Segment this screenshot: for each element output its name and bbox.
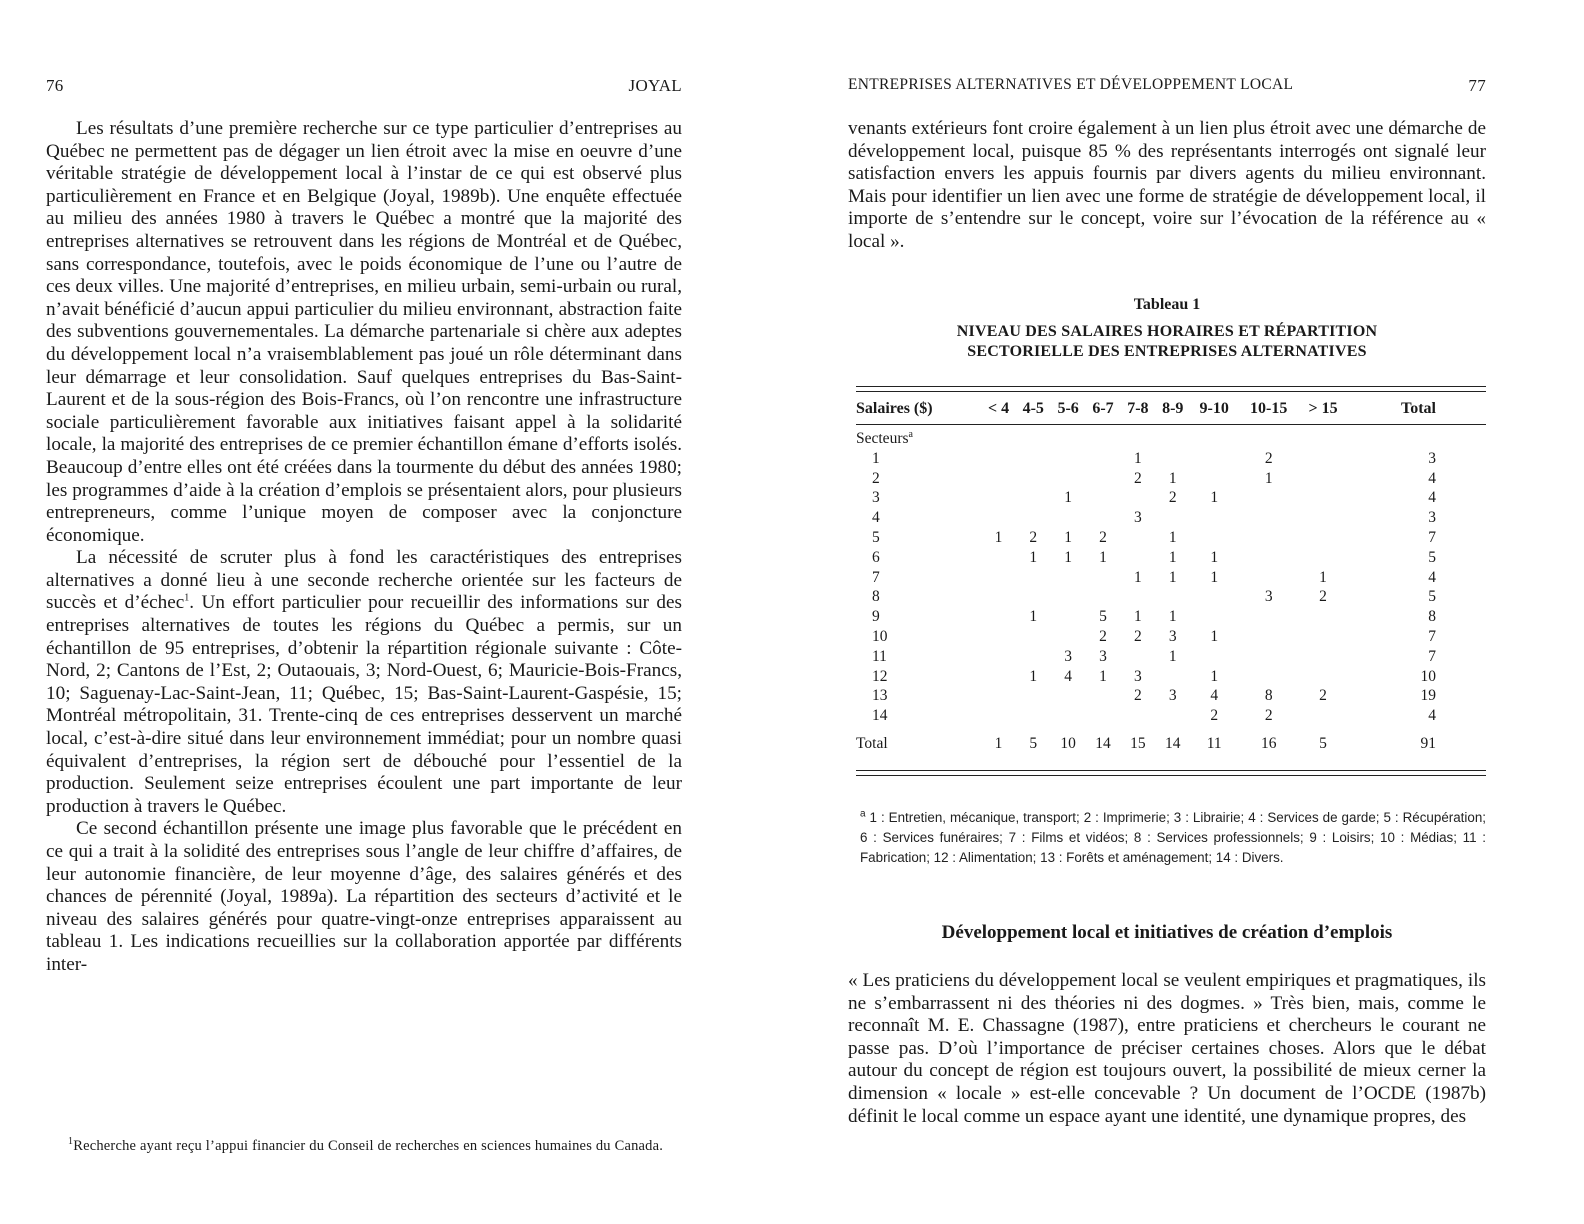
table-cell: 2	[1099, 528, 1107, 546]
row-total: 19	[1420, 687, 1436, 705]
table-cell	[1016, 488, 1051, 508]
table-cell: 1	[994, 528, 1003, 546]
table-cell	[1299, 647, 1347, 667]
table-row	[856, 488, 1486, 508]
table-title-line: SECTORIELLE DES ENTREPRISES ALTERNATIVES	[967, 343, 1367, 360]
table-cell	[981, 488, 1016, 508]
column-total: 5	[1029, 734, 1038, 752]
table-cell	[981, 647, 1016, 667]
row-total: 7	[1428, 528, 1436, 546]
table-cell	[1120, 488, 1155, 508]
table-cell	[1120, 706, 1155, 726]
total-row-label: Total	[856, 734, 888, 752]
table-cell: 2	[1134, 627, 1142, 645]
row-total: 4	[1428, 469, 1436, 487]
section-heading: Développement local et initiatives de création d’emplois	[941, 922, 1393, 943]
table-cell	[1051, 607, 1086, 627]
table-cell	[1155, 508, 1190, 528]
table-cell	[1190, 647, 1238, 667]
table-cell	[1086, 508, 1121, 528]
data-table	[856, 392, 1486, 762]
table-cell	[981, 469, 1016, 489]
column-total: 10	[1060, 734, 1076, 752]
column-total: 14	[1165, 734, 1181, 752]
table-cell: 1	[1029, 608, 1038, 626]
table-cell: 2	[1319, 687, 1327, 705]
column-total: 11	[1206, 734, 1222, 752]
sector-label: 10	[872, 627, 888, 645]
table-cell	[1155, 706, 1190, 726]
table-cell	[981, 686, 1016, 706]
paragraph: Ce second échantillon présente une image plus favorable que le précédent en ce qui a trait à la solidité des entreprises sous l’angle de leur chiffre d’affaires, de leur autonomie financière, de leur moyenne d’âge, des salaires générés et des chances de pérennité (Joyal, 1989a). La répartition des secteurs d’activité et le niveau des salaires générés pour quatre-vingt-onze entreprises apparaissent au tableau 1. Les indications recueillies sur la collaboration apportée par différents inter-	[46, 818, 682, 975]
table-label: Tableau 1	[1133, 296, 1201, 313]
column-total: 1	[994, 734, 1003, 752]
table-cell	[1016, 508, 1051, 528]
row-total: 4	[1428, 568, 1436, 586]
paragraph-text: La nécessité de scruter plus à fond les caractéristiques des entreprises alternatives a donné lieu à une seconde recherche orientée sur les facteurs de succès et d’échec	[46, 547, 682, 614]
table-cell	[1086, 568, 1121, 588]
table-cell	[981, 449, 1016, 469]
paragraph: venants extérieurs font croire également à un lien plus étroit avec une démarche de développement local, puisque 85 % des représentants interrogés ont signalé leur satisfaction envers les appuis fournis par divers agents du milieu environnant. Mais pour identifier un lien avec une forme de stratégie de développement local, il importe de s’entendre sur le concept, voire sur l’évocation de la référence au « local ».	[848, 118, 1486, 252]
table-cell	[1299, 508, 1347, 528]
table-cell	[981, 706, 1016, 726]
row-total: 10	[1420, 667, 1436, 685]
row-total: 5	[1428, 588, 1436, 606]
table-cell: 2	[1134, 469, 1142, 487]
table-cell	[1190, 607, 1238, 627]
page-number: 76	[46, 76, 64, 95]
table-cell: 2	[1029, 528, 1038, 546]
table-rule	[856, 770, 1486, 771]
table-row	[856, 706, 1486, 726]
table-cell	[1016, 449, 1051, 469]
table-cell	[981, 627, 1016, 647]
sector-label: 1	[872, 449, 880, 467]
table-cell: 2	[1264, 449, 1273, 467]
secteurs-text: Secteurs	[856, 430, 909, 447]
paragraph: Les résultats d’une première recherche sur ce type particulier d’entreprises au Québec ne permettent pas de dégager un lien étroit avec la mise en oeuvre d’une véritable stratégie de développement local à l’instar de ce qui est observé plus particulièrement en France et en Belgique (Joyal, 1989b). Une enquête effectuée au milieu des années 1980 à travers le Québec a montré que la majorité des entreprises alternatives se retrouvent dans les régions de Montréal et de Québec, sans correspondance, toutefois, avec le poids économique de l’une ou l’autre de ces deux villes. Une majorité d’entreprises, en milieu urbain, semi-urbain ou rural, n’avait bénéficié d’aucun appui particulier du milieu environnant, abstraction faite des subventions gouvernementales. La démarche partenariale si chère aux adeptes du développement local n’a vraisemblablement pas joué un rôle déterminant dans leur démarrage et leur consolidation. Sauf quelques entreprises du Bas-Saint-Laurent et de la sous-région des Bois-Francs, où l’on rencontre une infrastructure sociale particulièrement favorable aux initiatives faisant appel à la solidarité locale, la majorité des entreprises de ce premier échantillon émane d’efforts isolés. Beaucoup d’entre elles ont été créées dans la tourmente du début des années 1980; les programmes d’aide à la création d’emplois se présentaient alors, pour plusieurs entrepreneurs, comme l’unique moyen de composer avec la conjoncture économique.	[46, 118, 682, 546]
column-total: 16	[1260, 734, 1277, 752]
table-rule	[856, 775, 1486, 776]
table-cell	[1016, 627, 1051, 647]
table-cell: 1	[1210, 667, 1219, 685]
table-cell: 3	[1064, 647, 1073, 665]
table-cell	[1238, 508, 1299, 528]
table-row	[856, 449, 1486, 469]
table-cell: 1	[1210, 548, 1219, 566]
column-header-salaires: Salaires ($)	[856, 392, 981, 425]
row-total: 7	[1428, 647, 1436, 665]
table-note-mark: a	[860, 808, 866, 820]
table-cell: 1	[1168, 608, 1177, 626]
table-cell	[1299, 528, 1347, 548]
table-cell: 5	[1099, 608, 1107, 626]
grand-total: 91	[1420, 734, 1436, 752]
table-cell	[981, 587, 1016, 607]
table-cell: 1	[1029, 667, 1038, 685]
table-row	[856, 508, 1486, 528]
table-cell: 1	[1064, 548, 1073, 566]
table-cell	[1016, 587, 1051, 607]
sector-label: 4	[872, 509, 880, 527]
table-cell	[1120, 548, 1155, 568]
column-total: 15	[1130, 734, 1146, 752]
note-reference[interactable]: a	[908, 428, 913, 440]
table-cell	[981, 667, 1016, 687]
table-cell: 2	[1319, 588, 1327, 606]
column-header: 10-15	[1238, 392, 1299, 425]
table-row	[856, 568, 1486, 588]
table-cell: 4	[1210, 687, 1219, 705]
table-cell	[1155, 587, 1190, 607]
table-cell	[1086, 706, 1121, 726]
table-cell: 1	[1319, 568, 1327, 586]
right-body-text-top	[848, 118, 1486, 254]
table-cell: 1	[1134, 449, 1142, 467]
footnote-text: Recherche ayant reçu l’appui financier du Conseil de recherches en sciences humaines du Canada.	[73, 1138, 664, 1154]
table-cell: 2	[1168, 489, 1177, 507]
table-row	[856, 548, 1486, 568]
table-cell	[1299, 488, 1347, 508]
table-cell	[1190, 587, 1238, 607]
table-cell	[1238, 647, 1299, 667]
paragraph: « Les praticiens du développement local se veulent empiriques et pragmatiques, ils ne s’embarrassent ni des théories ni des dogmes. » Très bien, mais, comme le reconnaît M. E. Chassagne (1987), entre praticiens et chercheurs le courant ne passe pas. D’où l’importance de préciser certaines choses. Alors que le débat autour du concept de région est toujours ouvert, la possibilité de mieux cerner la dimension « locale » est-elle concevable ? Un document de l’OCDE (1987b) définit le local comme un espace ayant une identité, une dynamique propres, des	[848, 970, 1486, 1127]
table-cell	[1238, 607, 1299, 627]
table-cell	[981, 607, 1016, 627]
column-header: 9-10	[1190, 392, 1238, 425]
table-cell	[1051, 568, 1086, 588]
table-row	[856, 686, 1486, 706]
table-cell	[1155, 667, 1190, 687]
table-note-text: 1 : Entretien, mécanique, transport; 2 : Imprimerie; 3 : Librairie; 4 : Services de garde; 5 : Récupération; 6 : Services funéraires; 7 : Films et vidéos; 8 : Services professionnels; 9 : Loisirs; 10 : Médias; 11 : Fabrication; 12 : Alimentation; 13 : Forêts et aménagement; 14 : Divers.	[860, 810, 1486, 865]
table-row	[856, 667, 1486, 687]
column-header: 6-7	[1086, 392, 1121, 425]
sector-label: 11	[872, 647, 887, 665]
left-body-text	[46, 118, 682, 977]
table-total-row	[856, 726, 1486, 762]
table-cell	[1016, 706, 1051, 726]
table-row	[856, 587, 1486, 607]
salary-table	[856, 386, 1486, 776]
table-cell: 3	[1168, 687, 1177, 705]
row-total: 8	[1428, 608, 1436, 626]
column-header: 5-6	[1051, 392, 1086, 425]
table-cell: 3	[1099, 647, 1107, 665]
table-cell	[1299, 667, 1347, 687]
page-number: 77	[1468, 76, 1486, 95]
table-cell	[1120, 587, 1155, 607]
table-cell: 1	[1029, 548, 1038, 566]
table-cell: 3	[1264, 588, 1273, 606]
right-body-text-bottom	[848, 970, 1486, 1128]
paragraph-text: . Un effort particulier pour recueillir des informations sur des entreprises alternatives de toutes les régions du Québec a permis, sur un échantillon de 95 entreprises, d’obtenir la répartition régionale suivante : Côte-Nord, 2; Cantons de l’Est, 2; Outaouais, 3; Nord-Ouest, 6; Mauricie-Bois-Francs, 10; Saguenay-Lac-Saint-Jean, 11; Québec, 15; Bas-Saint-Laurent-Gaspésie, 15; Montréal métropolitain, 31. Trente-cinq de ces entreprises desservent un marché local, c’est-à-dire situé dans leur environnement immédiat; pour un nombre quasi équivalent d’entreprises, la région sert de débouché pour l’essentiel de la production. Seulement seize entreprises écoulent une part importante de leur production à travers le Québec.	[46, 592, 682, 817]
footnote-reference[interactable]: 1	[184, 593, 190, 605]
table-cell: 1	[1099, 667, 1107, 685]
table-cell: 4	[1064, 667, 1073, 685]
table-cell	[1120, 647, 1155, 667]
table-title-line: NIVEAU DES SALAIRES HORAIRES ET RÉPARTITION	[956, 323, 1378, 340]
row-total: 3	[1428, 509, 1436, 527]
table-cell	[981, 548, 1016, 568]
column-header: 8-9	[1155, 392, 1190, 425]
table-cell	[1299, 449, 1347, 469]
table-caption	[848, 296, 1486, 362]
table-cell: 3	[1134, 509, 1142, 527]
table-cell	[1190, 469, 1238, 489]
running-head-author: JOYAL	[628, 76, 682, 95]
table-cell	[1238, 568, 1299, 588]
table-cell: 2	[1099, 627, 1107, 645]
sector-label: 7	[872, 568, 880, 586]
table-cell	[1238, 528, 1299, 548]
table-cell	[1086, 488, 1121, 508]
table-row	[856, 607, 1486, 627]
table-cell: 1	[1168, 568, 1177, 586]
table-cell	[1238, 488, 1299, 508]
table-cell	[1051, 627, 1086, 647]
table-cell	[1190, 508, 1238, 528]
column-total: 14	[1095, 734, 1111, 752]
table-cell	[1120, 528, 1155, 548]
table-cell: 3	[1168, 627, 1177, 645]
row-total: 3	[1428, 449, 1436, 467]
table-row	[856, 528, 1486, 548]
table-cell: 1	[1168, 647, 1177, 665]
column-header: 4-5	[1016, 392, 1051, 425]
table-cell	[1190, 449, 1238, 469]
row-total: 4	[1428, 707, 1436, 725]
row-total: 4	[1428, 489, 1436, 507]
sector-label: 5	[872, 528, 880, 546]
table-cell: 1	[1064, 528, 1073, 546]
table-cell: 1	[1210, 627, 1219, 645]
table-cell: 1	[1168, 469, 1177, 487]
table-cell	[1238, 627, 1299, 647]
table-cell	[1086, 587, 1121, 607]
table-cell	[1051, 508, 1086, 528]
table-cell: 1	[1210, 568, 1219, 586]
column-total: 5	[1319, 734, 1327, 752]
table-cell	[1155, 449, 1190, 469]
table-cell	[1086, 469, 1121, 489]
table-cell	[1299, 706, 1347, 726]
row-total: 7	[1428, 627, 1436, 645]
sector-label: 2	[872, 469, 880, 487]
column-header: 7-8	[1120, 392, 1155, 425]
table-cell	[1051, 449, 1086, 469]
table-cell	[1299, 607, 1347, 627]
table-note	[860, 808, 1486, 868]
table-cell: 1	[1168, 548, 1177, 566]
table-cell: 1	[1134, 608, 1142, 626]
table-cell	[1299, 469, 1347, 489]
running-head-title: ENTREPRISES ALTERNATIVES ET DÉVELOPPEMENT LOCAL	[848, 76, 1294, 93]
table-cell	[1051, 587, 1086, 607]
table-cell	[1299, 548, 1347, 568]
table-rule	[856, 386, 1486, 387]
paragraph	[46, 547, 682, 818]
table-cell	[1190, 528, 1238, 548]
column-header: > 15	[1299, 392, 1347, 425]
secteurs-label	[856, 425, 1486, 449]
column-header: < 4	[981, 392, 1016, 425]
secteurs-label-row	[856, 425, 1486, 449]
table-cell: 1	[1210, 489, 1219, 507]
sector-label: 12	[872, 667, 888, 685]
table-cell	[1016, 686, 1051, 706]
table-cell: 1	[1064, 489, 1073, 507]
table-cell	[1238, 548, 1299, 568]
sector-label: 3	[872, 489, 880, 507]
table-cell: 2	[1134, 687, 1142, 705]
table-cell: 2	[1264, 707, 1273, 725]
table-cell	[1051, 706, 1086, 726]
table-cell	[1051, 686, 1086, 706]
sector-label: 9	[872, 608, 880, 626]
table-cell: 3	[1134, 667, 1142, 685]
sector-label: 8	[872, 588, 880, 606]
table-header-row	[856, 392, 1486, 425]
table-cell	[1299, 627, 1347, 647]
sector-label: 13	[872, 687, 888, 705]
table-row	[856, 647, 1486, 667]
table-cell: 1	[1134, 568, 1142, 586]
table-cell	[981, 568, 1016, 588]
footnote	[46, 1137, 682, 1155]
table-cell: 1	[1264, 469, 1273, 487]
table-cell	[1086, 449, 1121, 469]
table-cell	[1016, 568, 1051, 588]
sector-label: 14	[872, 707, 888, 725]
table-cell	[1086, 686, 1121, 706]
table-cell	[1016, 647, 1051, 667]
sector-label: 6	[872, 548, 880, 566]
table-cell	[1238, 667, 1299, 687]
table-cell	[1051, 469, 1086, 489]
footnote-mark: 1	[68, 1136, 74, 1148]
table-cell: 8	[1264, 687, 1273, 705]
table-cell: 2	[1210, 707, 1219, 725]
table-cell	[981, 508, 1016, 528]
table-cell: 1	[1099, 548, 1107, 566]
table-cell: 1	[1168, 528, 1177, 546]
table-row	[856, 627, 1486, 647]
column-header-total: Total	[1347, 392, 1486, 425]
table-cell	[1016, 469, 1051, 489]
row-total: 5	[1428, 548, 1436, 566]
table-row	[856, 469, 1486, 489]
